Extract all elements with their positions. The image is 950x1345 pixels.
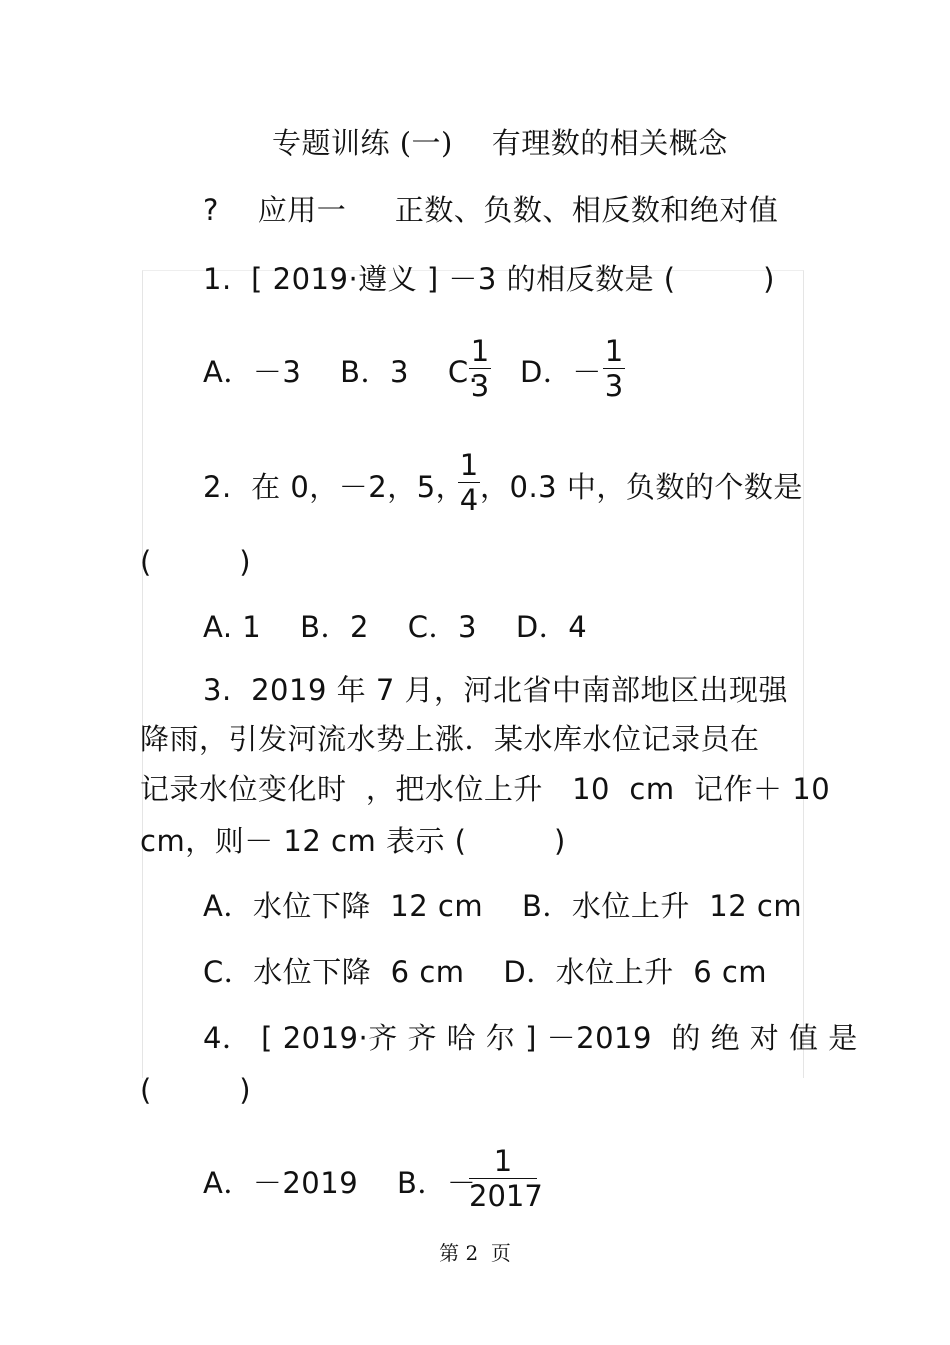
- question-4-stem: 4． [ 2019·齐 齐 哈 尔 ] －2019 的 绝 对 值 是: [203, 1021, 858, 1055]
- question-4-option-b-fraction: [469, 1144, 543, 1213]
- question-1-option-c-fraction: [469, 336, 491, 401]
- question-1-option-d: D．－: [520, 355, 602, 389]
- question-2-fraction: [458, 450, 480, 515]
- question-3-options-ab: A．水位下降 12 cm B．水位上升 12 cm: [203, 889, 803, 923]
- question-2-stem-end: ，0.3 中，负数的个数是: [480, 470, 803, 504]
- page-title: 专题训练 (一) 有理数的相关概念: [272, 126, 728, 160]
- question-2-stem-start: 2. 在 0，－2，5，: [203, 470, 466, 504]
- fraction-denominator: 3: [470, 369, 490, 403]
- fraction-denominator: 2017: [469, 1179, 543, 1213]
- section-heading: ? 应用一 正数、负数、相反数和绝对值: [203, 193, 779, 227]
- question-1-stem: 1. [ 2019·遵义 ] －3 的相反数是 ( ): [203, 262, 775, 296]
- fraction-numerator: 1: [470, 334, 490, 368]
- question-4-answer-paren: ( ): [140, 1073, 252, 1107]
- question-1-options: A．－3 B．3 C.: [203, 355, 479, 389]
- question-4-options: A．－2019 B．－: [203, 1166, 477, 1200]
- question-2-options: A. 1 B．2 C．3 D．4: [203, 610, 588, 644]
- question-2-answer-paren: ( ): [140, 545, 252, 579]
- question-3-line-3: 记录水位变化时 ，把水位上升 10 cm 记作＋ 10: [140, 772, 831, 806]
- fraction-numerator: 1: [493, 1144, 513, 1178]
- question-3-line-1: 3. 2019 年 7 月，河北省中南部地区出现强: [203, 673, 789, 707]
- fraction-denominator: 3: [604, 369, 624, 403]
- fraction-numerator: 1: [459, 448, 479, 482]
- question-1-option-d-fraction: [603, 336, 625, 401]
- fraction-numerator: 1: [604, 334, 624, 368]
- question-3-line-2: 降雨，引发河流水势上涨．某水库水位记录员在: [140, 722, 760, 756]
- page-number: 第 2 页: [439, 1241, 511, 1265]
- question-3-options-cd: C．水位下降 6 cm D．水位上升 6 cm: [203, 955, 768, 989]
- fraction-denominator: 4: [459, 483, 479, 517]
- question-3-line-4: cm，则－ 12 cm 表示 ( ): [140, 824, 566, 858]
